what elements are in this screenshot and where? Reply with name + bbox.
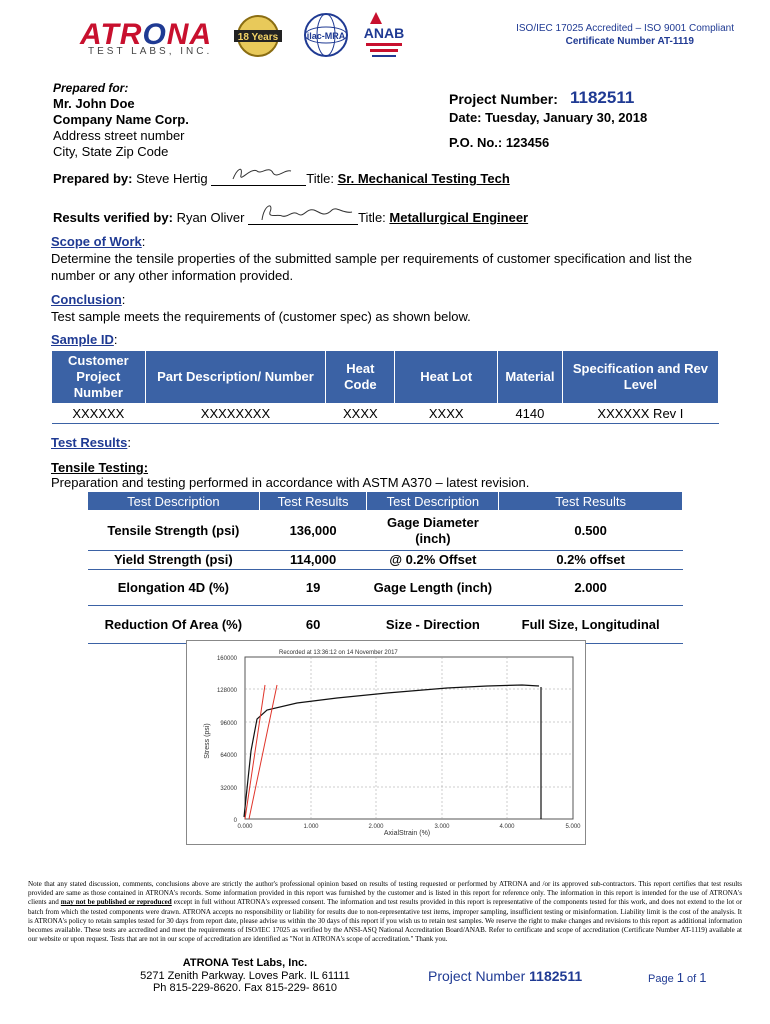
scope-heading: Scope of Work: (51, 234, 146, 249)
plot-ylabel: Stress (psi) (204, 723, 211, 759)
prepared-for-label: Prepared for: (53, 81, 129, 95)
table-cell: 136,000 (259, 511, 367, 551)
page-number (648, 970, 707, 985)
test-results-heading-text: Test Results (51, 435, 128, 450)
verified-title-label: Title: (358, 210, 390, 225)
plot-ytick: 32000 (220, 786, 237, 792)
table-cell: 4140 (498, 404, 563, 424)
table-cell: XXXX (395, 404, 498, 424)
footer-address: 5271 Zenith Parkway. Loves Park. IL 61111 (140, 970, 350, 982)
conclusion-heading: Conclusion: (51, 292, 126, 307)
table-cell: Gage Length (inch) (367, 570, 499, 606)
scope-text: Determine the tensile properties of the submitted sample per requirements of customer specification and list the number or any other information provided. (51, 251, 692, 283)
table-row (52, 404, 719, 424)
conclusion-text: Test sample meets the requirements of (customer spec) as shown below. (51, 309, 471, 324)
footer-project-number: 1182511 (529, 968, 583, 984)
verified-by-line (53, 207, 528, 225)
plot-ytick: 128000 (216, 688, 237, 694)
col-header: Test Results (259, 492, 367, 511)
col-header: Specification and Rev Level (562, 351, 718, 404)
stress-strain-figure (186, 640, 586, 845)
stress-strain-plot (187, 641, 585, 844)
plot-ytick: 160000 (216, 656, 237, 662)
col-header: Material (498, 351, 563, 404)
plot-xtick: 5.000 (565, 824, 581, 830)
table-cell: XXXX (326, 404, 395, 424)
plot-xtick: 0.000 (237, 824, 253, 830)
tensile-testing-text: Preparation and testing performed in accordance with ASTM A370 – latest revision. (51, 475, 530, 490)
project-number: 1182511 (570, 88, 635, 107)
disclaimer-part1: Note that any stated discussion, comments, conclusions above are strictly the author's professional opinion based on results of testing requested or performed by ATRONA and /or its approved sub-contractors. This report certifies that test results provided are same as those contained in ATRONA's records. Some information provided in this report was furnished by the customer and is listed in this report for reference only. The information in this report is intended for the use of ATRONA's clients and (28, 880, 742, 907)
plot-ytick: 96000 (220, 721, 237, 727)
table-cell: Gage Diameter (inch) (367, 511, 499, 551)
anab-badge (356, 10, 412, 62)
test-results-table (87, 491, 683, 644)
col-header: Test Description (367, 492, 499, 511)
verified-by-name: Ryan Oliver (176, 210, 249, 225)
plot-ytick: 64000 (220, 753, 237, 759)
footer-company: ATRONA Test Labs, Inc. (182, 957, 308, 969)
certificate-number: Certificate Number AT-1119 (565, 36, 694, 47)
tensile-testing-heading: Tensile Testing: (51, 460, 149, 475)
table-cell: XXXXXX (52, 404, 146, 424)
table-row (88, 551, 683, 570)
table-cell: Reduction Of Area (%) (88, 606, 260, 644)
logo-text-o: O (142, 18, 167, 51)
page-label: Page (648, 973, 677, 985)
sample-id-heading: Sample ID: (51, 332, 118, 347)
ilac-text: ilac-MRA (306, 31, 346, 41)
table-cell: Size - Direction (367, 606, 499, 644)
table-cell: 19 (259, 570, 367, 606)
prepared-by-line (53, 168, 510, 186)
plot-ytick: 0 (233, 818, 237, 824)
footer-project (428, 968, 582, 984)
anniversary-badge (232, 14, 284, 58)
legal-disclaimer (28, 880, 742, 944)
table-cell: Elongation 4D (%) (88, 570, 260, 606)
table-cell: @ 0.2% Offset (367, 551, 499, 570)
footer-phone: Ph 815-229-8620. Fax 815-229- 8610 (152, 982, 338, 994)
page-of: of (683, 973, 700, 985)
table-row (88, 570, 683, 606)
prepared-title: Sr. Mechanical Testing Tech (337, 171, 510, 186)
verified-by-label: Results verified by: (53, 210, 173, 225)
table-cell: 2.000 (499, 570, 683, 606)
sample-table-header (52, 351, 719, 404)
report-date: Date: Tuesday, January 30, 2018 (449, 110, 648, 125)
test-results-heading: Test Results: (51, 435, 131, 450)
plot-caption: Recorded at 13:36:12 on 14 November 2017 (279, 650, 398, 656)
table-cell: Yield Strength (psi) (88, 551, 260, 570)
ilac-mra-badge (303, 12, 349, 58)
col-header: Part Description/ Number (145, 351, 326, 404)
client-company: Company Name Corp. (53, 112, 189, 127)
logo-text-b: NA (166, 18, 213, 51)
scope-heading-text: Scope of Work (51, 234, 142, 249)
table-cell: 60 (259, 606, 367, 644)
page-total: 1 (699, 970, 707, 985)
sample-id-heading-text: Sample ID (51, 332, 114, 347)
prepared-by-name: Steve Hertig (136, 171, 212, 186)
client-name: Mr. John Doe (53, 96, 135, 111)
conclusion-heading-text: Conclusion (51, 292, 122, 307)
table-cell: 0.500 (499, 511, 683, 551)
prepared-signature (211, 168, 306, 186)
sample-id-table (51, 350, 719, 424)
col-header: Test Description (88, 492, 260, 511)
po-number: P.O. No.: 123456 (449, 135, 550, 150)
col-header: Test Results (499, 492, 683, 511)
project-number-label: Project Number: (449, 91, 558, 107)
footer-project-label: Project Number (428, 968, 530, 984)
anab-text: ANAB (363, 25, 405, 41)
table-cell: Full Size, Longitudinal (499, 606, 683, 644)
plot-xlabel: AxialStrain (%) (383, 830, 431, 837)
disclaimer-emphasis: may not be published or reproduced (60, 898, 172, 907)
plot-xtick: 4.000 (499, 824, 515, 830)
logo-text-a: ATR (80, 18, 143, 51)
logo-subtitle: TEST LABS, INC. (88, 46, 213, 57)
prepared-by-label: Prepared by: (53, 171, 133, 186)
client-address: Address street number (53, 128, 185, 143)
iso-accreditation-line: ISO/IEC 17025 Accredited – ISO 9001 Compliant (516, 23, 734, 34)
results-table-header (88, 492, 683, 511)
col-header: Heat Lot (395, 351, 498, 404)
table-cell: 0.2% offset (499, 551, 683, 570)
disclaimer-part2: except in full without ATRONA's expressed consent. The information and test results provided in this report is representative of the components tested for this work, and does not extend to the lot or batch from which the tested components were drawn. ATRONA accepts no responsibility or liability for results due to non-representative test items, improper sampling, insufficient testing or misinformation. Liability limit is the cost of the analysis. It is ATRONA's policy to retain samples tested for 30 days from report date, please advise us within the 30 days of this report if you wish us to retain test samples. We reserve the right to make changes and revisions to this report as additional information becomes available. These tests are accredited and meet the requirements of ISO/IEC 17025 as verified by the ANSI-ASQ National Accreditation Board/ANAB. Refer to certificate and scope of accreditation (Certificate Number AT-1119) available at our website or upon request. Tests that are not in our scope of accreditation are identified as "Not in ATRONA's scope of accreditation." Thank you. (28, 898, 742, 944)
col-header: Heat Code (326, 351, 395, 404)
col-header: Customer Project Number (52, 351, 146, 404)
badge-years-text: 18 Years (237, 32, 279, 43)
table-cell: 114,000 (259, 551, 367, 570)
table-cell: XXXXXX Rev I (562, 404, 718, 424)
table-row (88, 606, 683, 644)
verified-signature (248, 207, 358, 225)
verified-title: Metallurgical Engineer (389, 210, 529, 225)
table-row (88, 511, 683, 551)
prepared-title-label: Title: (306, 171, 338, 186)
page-current: 1 (676, 970, 684, 985)
plot-xtick: 3.000 (434, 824, 450, 830)
plot-xtick: 2.000 (368, 824, 384, 830)
plot-xtick: 1.000 (303, 824, 319, 830)
table-cell: Tensile Strength (psi) (88, 511, 260, 551)
table-cell: XXXXXXXX (145, 404, 326, 424)
client-city: City, State Zip Code (53, 144, 169, 159)
